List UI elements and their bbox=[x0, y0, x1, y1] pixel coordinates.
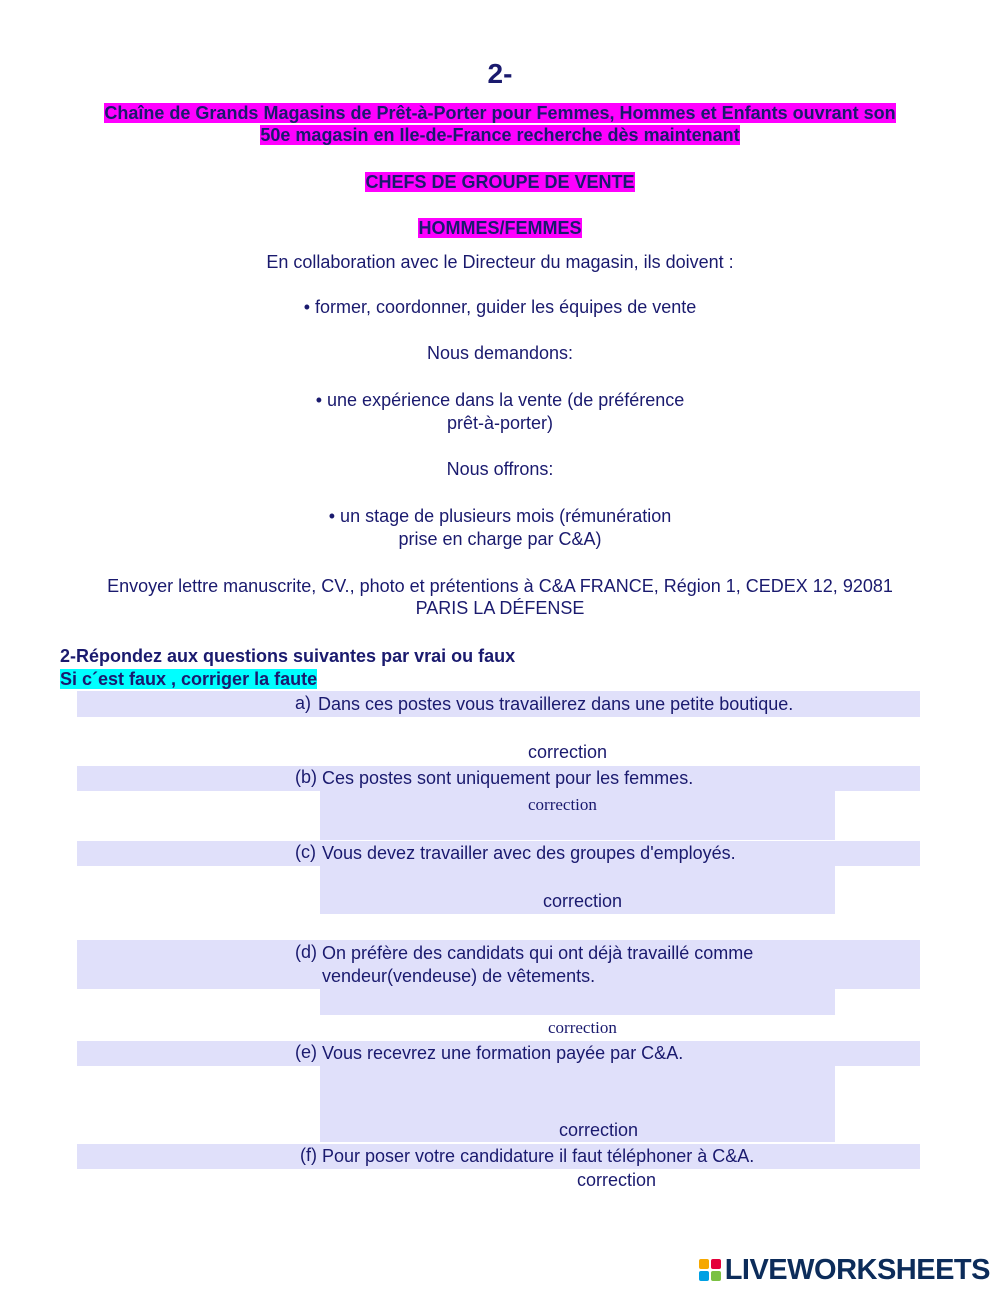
question-c-label: (c) bbox=[295, 842, 316, 862]
offer-heading: Nous offrons: bbox=[446, 459, 554, 479]
question-b-label: (b) bbox=[295, 767, 317, 787]
question-e-label: (e) bbox=[295, 1042, 317, 1062]
question-c-text: Vous devez travailler avec des groupes d'employés. bbox=[322, 843, 736, 863]
page-title: 2- bbox=[487, 58, 513, 89]
question-d-answer-box[interactable] bbox=[320, 989, 835, 1015]
question-a-correction[interactable]: correction bbox=[528, 742, 608, 762]
instructions-line-2: Si c´est faux , corriger la faute bbox=[60, 669, 318, 689]
question-d-correction[interactable]: correction bbox=[548, 1018, 617, 1037]
demand-line-1: • une expérience dans la vente (de préférence bbox=[315, 390, 685, 410]
question-d-label: (d) bbox=[295, 942, 317, 962]
instructions-line-1: 2-Répondez aux questions suivantes par vrai ou faux bbox=[60, 646, 516, 666]
headline-line-1: Chaîne de Grands Magasins de Prêt-à-Porter pour Femmes, Hommes et Enfants ouvrant son bbox=[104, 103, 896, 123]
question-d-text-2: vendeur(vendeuse) de vêtements. bbox=[322, 966, 596, 986]
job-subtitle-row bbox=[0, 217, 1000, 240]
question-f-correction[interactable]: correction bbox=[577, 1170, 657, 1190]
question-c-correction[interactable]: correction bbox=[543, 891, 623, 911]
ad-duty: • former, coordonner, guider les équipes de vente bbox=[303, 297, 697, 317]
question-d-text: On préfère des candidats qui ont déjà travaillé comme bbox=[322, 943, 754, 963]
demand-line-2: prêt-à-porter) bbox=[446, 413, 554, 433]
question-f-label: (f) bbox=[300, 1145, 317, 1165]
question-e-text: Vous recevrez une formation payée par C&A. bbox=[322, 1043, 684, 1063]
job-title: CHEFS DE GROUPE DE VENTE bbox=[365, 172, 635, 192]
offer-line-1: • un stage de plusieurs mois (rémunération bbox=[328, 506, 672, 526]
demand-heading: Nous demandons: bbox=[426, 343, 574, 363]
question-b-correction[interactable]: correction bbox=[528, 795, 597, 814]
contact-line-2: PARIS LA DÉFENSE bbox=[415, 598, 585, 618]
question-f-text: Pour poser votre candidature il faut téléphoner à C&A. bbox=[322, 1146, 755, 1166]
instructions-line-2-row bbox=[60, 669, 317, 690]
offer-line-2: prise en charge par C&A) bbox=[398, 529, 602, 549]
question-b-text: Ces postes sont uniquement pour les femmes. bbox=[322, 768, 694, 788]
ad-intro: En collaboration avec le Directeur du magasin, ils doivent : bbox=[266, 252, 734, 272]
headline-line-2: 50e magasin en Ile-de-France recherche dès maintenant bbox=[260, 125, 740, 145]
job-subtitle: HOMMES/FEMMES bbox=[418, 218, 582, 238]
question-a-text: Dans ces postes vous travaillerez dans une petite boutique. bbox=[318, 694, 794, 714]
job-title-row bbox=[0, 171, 1000, 194]
logo-mark-icon bbox=[699, 1259, 721, 1281]
contact-line-1: Envoyer lettre manuscrite, CV., photo et prétentions à C&A FRANCE, Région 1, CEDEX 12, 92081 bbox=[107, 576, 893, 596]
ad-headline bbox=[60, 102, 940, 146]
liveworksheets-logo bbox=[699, 1252, 990, 1288]
question-a-label: a) bbox=[295, 693, 312, 713]
logo-text: LIVEWORKSHEETS bbox=[724, 1253, 990, 1286]
question-e-correction[interactable]: correction bbox=[559, 1120, 639, 1140]
